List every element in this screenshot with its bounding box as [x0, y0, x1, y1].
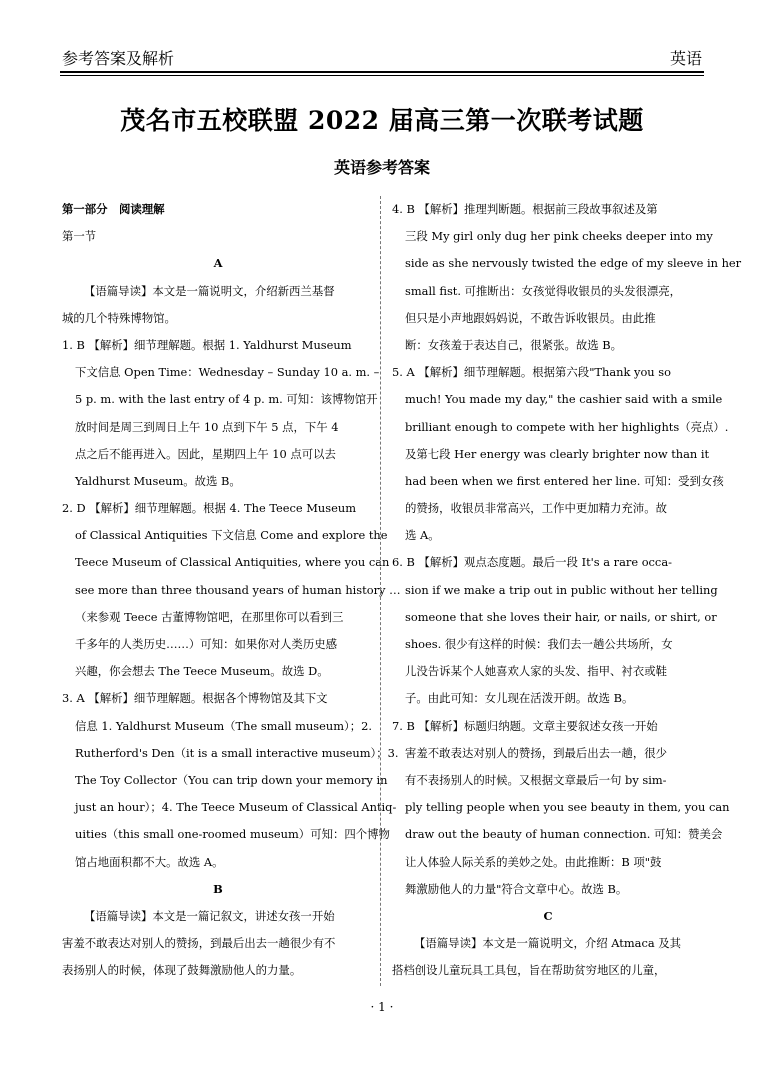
- header-rule-thin: [60, 75, 704, 76]
- text-line: 2. D 【解析】细节理解题。根据 4. The Teece Museum: [62, 501, 356, 516]
- text-line: uities（this small one-roomed museum）可知：四个博物: [75, 827, 390, 842]
- text-line: shoes. 很少有这样的时候：我们去一趟公共场所，女: [405, 637, 673, 651]
- page-number: · 1 ·: [370, 1000, 394, 1014]
- text-line: C: [543, 908, 553, 923]
- text-line: 千多年的人类历史……）可知：如果你对人类历史感: [75, 637, 337, 651]
- text-line: 害羞不敢表达对别人的赞扬，到最后出去一趟很少有不: [62, 936, 336, 951]
- text-line: B: [213, 881, 223, 896]
- text-line: 城的几个特殊博物馆。: [62, 310, 176, 325]
- text-line: 【语篇导读】本文是一篇记叙文，讲述女孩一开始: [84, 908, 335, 923]
- text-line: 但只是小声地跟妈妈说，不敢告诉收银员。由此推: [405, 310, 656, 325]
- page-title: 茂名市五校联盟 2022 届高三第一次联考试题: [120, 106, 644, 135]
- text-line: Rutherford's Den（it is a small interactive museum）；3.: [75, 745, 399, 760]
- text-line: 搭档创设儿童玩具工具包，旨在帮助贫穷地区的儿童，: [392, 963, 666, 978]
- text-line: 让人体验人际关系的美妙之处。由此推断：B 项"鼓: [405, 854, 662, 869]
- text-line: 信息 1. Yaldhurst Museum（The small museum）；2.: [75, 718, 372, 733]
- text-line: 三段 My girl only dug her pink cheeks deeper into my: [405, 229, 713, 244]
- text-line: 断：女孩羞于表达自己，很紧张。故选 B。: [405, 337, 623, 352]
- text-line: 第一节: [62, 229, 97, 244]
- text-line: side as she nervously twisted the edge of my sleeve in her: [405, 256, 742, 271]
- text-line: 【语篇导读】本文是一篇说明文，介绍新西兰基督: [84, 283, 335, 298]
- text-line: had been when we first entered her line. 可知：受到女孩: [405, 473, 724, 488]
- text-line: 兴趣，你会想去 The Teece Museum。故选 D。: [75, 664, 329, 679]
- page-subtitle: 英语参考答案: [333, 158, 430, 177]
- text-line: 1. B 【解析】细节理解题。根据 1. Yaldhurst Museum: [62, 337, 352, 352]
- text-line: 6. B 【解析】观点态度题。最后一段 It's a rare occa-: [392, 555, 672, 570]
- text-line: 害羞不敢表达对别人的赞扬，到最后出去一趟，很少: [405, 745, 667, 760]
- text-line: 5 p. m. with the last entry of 4 p. m. 可知：该博物馆开: [75, 392, 378, 407]
- text-line: brilliant enough to compete with her highlights（亮点）.: [405, 419, 729, 434]
- text-line: 舞激励他人的力量"符合文章中心。故选 B。: [405, 881, 628, 896]
- text-line: 馆占地面积都不大。故选 A。: [75, 854, 224, 869]
- text-line: 及第七段 Her energy was clearly brighter now than it: [405, 446, 710, 461]
- text-line: Teece Museum of Classical Antiquities, where you can: [75, 555, 390, 570]
- text-line: 儿没告诉某个人她喜欢人家的头发、指甲、衬衣或鞋: [405, 664, 667, 679]
- text-line: 的赞扬，收银员非常高兴，工作中更加精力充沛。故: [405, 501, 667, 516]
- text-line: sion if we make a trip out in public without her telling: [405, 582, 718, 597]
- text-line: 【语篇导读】本文是一篇说明文，介绍 Atmaca 及其: [414, 936, 682, 951]
- text-line: see more than three thousand years of human history …: [75, 582, 401, 597]
- text-line: ply telling people when you see beauty in them, you can: [405, 800, 730, 815]
- text-line: small fist. 可推断出：女孩觉得收银员的头发很漂亮，: [405, 283, 682, 298]
- text-line: 3. A 【解析】细节理解题。根据各个博物馆及其下文: [62, 691, 328, 706]
- text-line: just an hour）；4. The Teece Museum of Classical Antiq-: [75, 800, 397, 815]
- text-line: 表扬别人的时候，体现了鼓舞激励他人的力量。: [62, 963, 302, 978]
- header-left: 参考答案及解析: [62, 49, 175, 68]
- header-right: 英语: [669, 49, 702, 68]
- text-line: of Classical Antiquities 下文信息 Come and explore the: [75, 528, 388, 543]
- text-line: 5. A 【解析】细节理解题。根据第六段"Thank you so: [392, 365, 671, 380]
- left-column: [62, 196, 401, 984]
- text-line: A: [213, 256, 223, 271]
- text-line: 子。由此可知：女儿现在活泼开朗。故选 B。: [405, 691, 634, 706]
- text-line: （来参观 Teece 古董博物馆吧，在那里你可以看到三: [75, 609, 344, 624]
- text-line: 点之后不能再进入。因此，星期四上午 10 点可以去: [75, 446, 336, 461]
- column-divider: [380, 196, 381, 986]
- text-line: 7. B 【解析】标题归纳题。文章主要叙述女孩一开始: [392, 718, 658, 733]
- text-line: The Toy Collector（You can trip down your memory in: [75, 772, 388, 787]
- text-line: 下文信息 Open Time：Wednesday – Sunday 10 a. m. –: [75, 365, 380, 380]
- text-line: 第一部分 阅读理解: [62, 202, 165, 216]
- text-line: much! You made my day," the cashier said with a smile: [405, 392, 723, 407]
- text-line: 4. B 【解析】推理判断题。根据前三段故事叙述及第: [392, 202, 658, 216]
- text-line: Yaldhurst Museum。故选 B。: [75, 473, 241, 488]
- text-line: 放时间是周三到周日上午 10 点到下午 5 点，下午 4: [75, 419, 339, 434]
- text-line: someone that she loves their hair, or nails, or shirt, or: [405, 609, 717, 624]
- text-line: 有不表扬别人的时候。又根据文章最后一句 by sim-: [405, 772, 667, 787]
- running-header: [62, 46, 702, 70]
- header-rule-thick: [60, 71, 704, 73]
- right-column: [392, 196, 742, 984]
- text-line: draw out the beauty of human connection. 可知：赞美会: [405, 827, 723, 842]
- text-line: 选 A。: [405, 528, 440, 543]
